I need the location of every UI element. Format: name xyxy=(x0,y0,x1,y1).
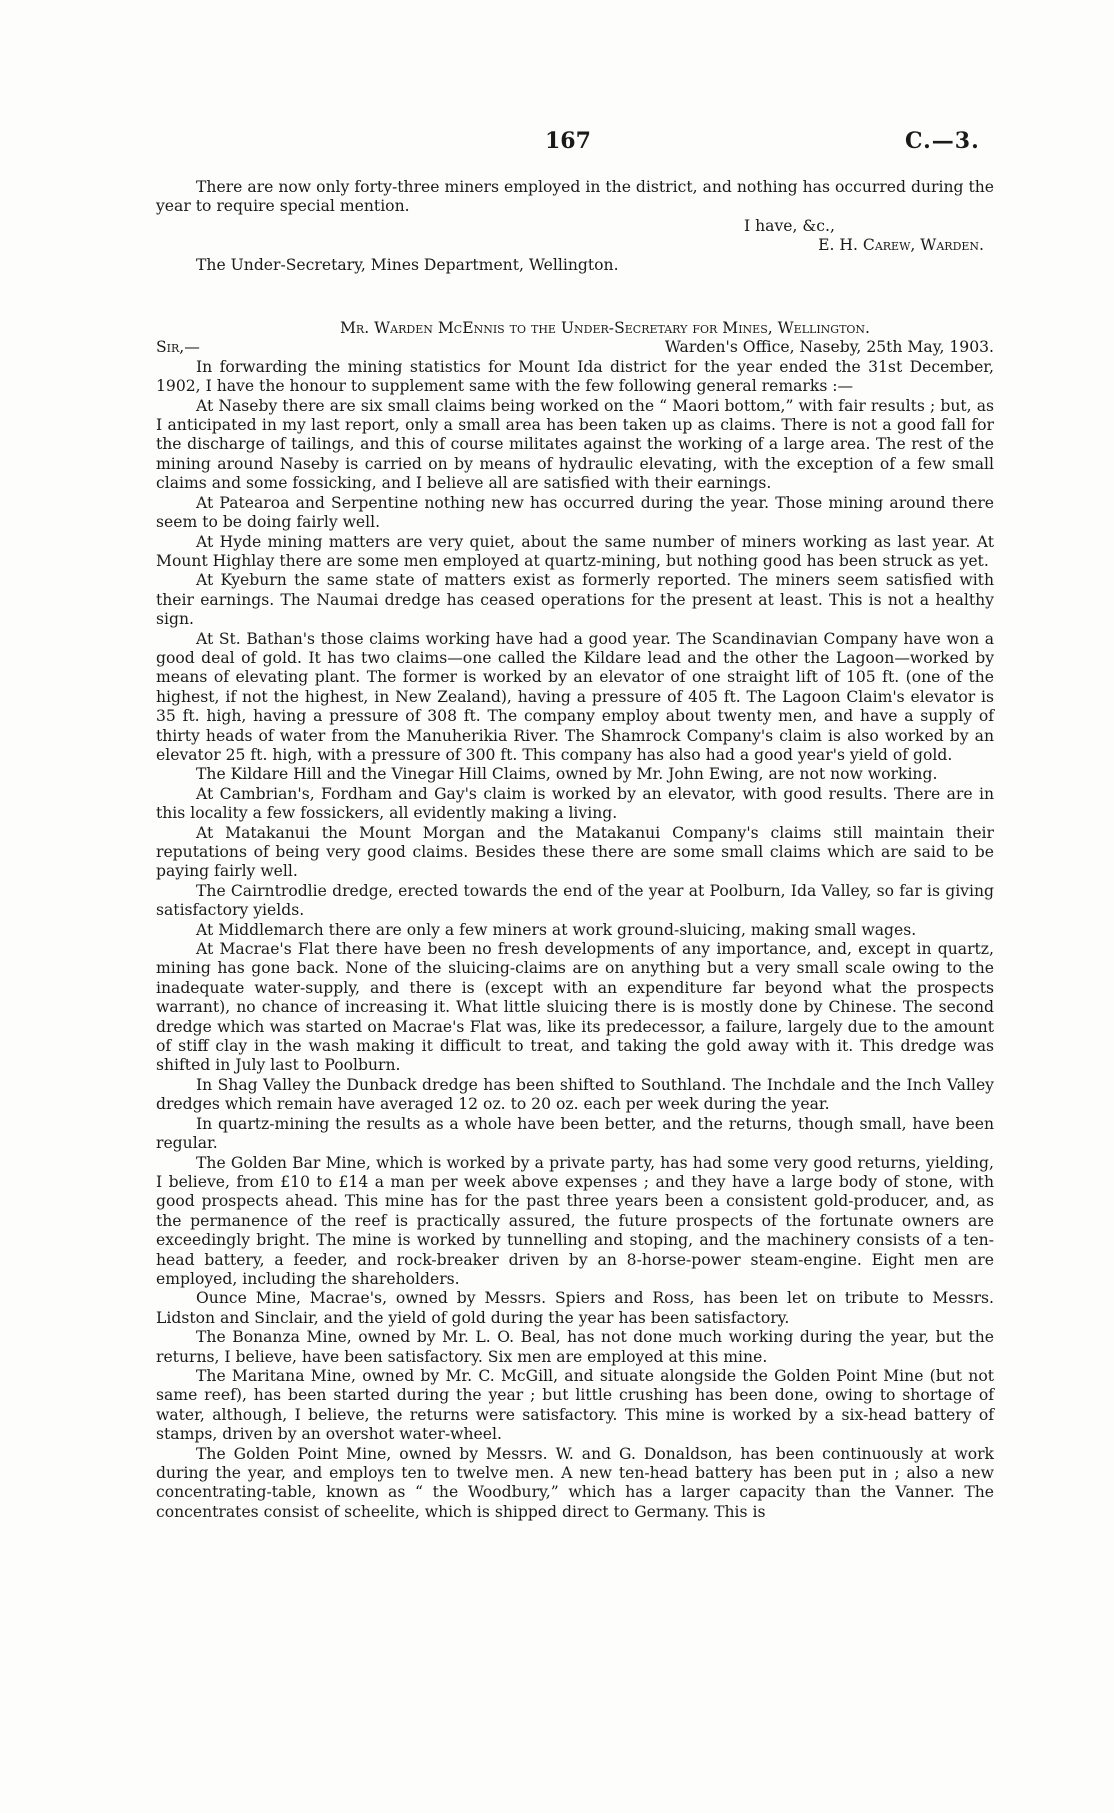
page-body xyxy=(156,178,994,1522)
letter2-salutation-row xyxy=(156,338,994,357)
page-number: 167 xyxy=(545,128,591,154)
paragraph: In quartz-mining the results as a whole have been better, and the returns, though small, have been regular. xyxy=(156,1114,994,1153)
paragraph: At Macrae's Flat there have been no fresh developments of any importance, and, except in quartz, mining has gone back. None of the sluicing-claims are on anything but a very small scale owing to the inadequate water-supply, and there is (except with an expenditure far beyond what the prospects warrant), no chance of increasing it. What little sluicing there is is mostly done by Chinese. The second dredge which was started on Macrae's Flat was, like its predecessor, a failure, largely due to the amount of stiff clay in the wash making it difficult to treat, and taking the gold away with it. This dredge was shifted in July last to Poolburn. xyxy=(156,940,994,1075)
paragraph: At Middlemarch there are only a few miners at work ground-sluicing, making small wages. xyxy=(196,920,917,939)
letter1-closing-row xyxy=(156,217,994,236)
page-header xyxy=(0,128,1114,158)
paragraph: The Golden Point Mine, owned by Messrs. W. and G. Donaldson, has been continuously at work during the year, and employs ten to twelve men. A new ten-head battery has been put in ; also a new concentrating-table, known as “ the Woodbury,” which has a larger capacity than the Vanner. The concentrates consist of scheelite, which is shipped direct to Germany. This is xyxy=(156,1444,994,1521)
letter1-addressee: The Under-Secretary, Mines Department, Wellington. xyxy=(196,255,619,274)
letter2-heading: Mr. Warden McEnnis to the Under-Secretary for Mines, Wellington. xyxy=(339,319,871,338)
paragraph: The Golden Bar Mine, which is worked by a private party, has had some very good returns, yielding, I believe, from £10 to £14 a man per week above expenses ; and they have a large body of stone, with good prospects ahead. This mine has for the past three years been a consistent gold-producer, and, as the permanence of the reef is practically assured, the future prospects of the fortunate owners are exceedingly bright. The mine is worked by tunnelling and stoping, and the machinery consists of a ten-head battery, a feeder, and rock-breaker driven by an 8-horse-power steam-engine. Eight men are employed, including the shareholders. xyxy=(156,1153,994,1288)
paragraph: In Shag Valley the Dunback dredge has been shifted to Southland. The Inchdale and the Inch Valley dredges which remain have averaged 12 oz. to 20 oz. each per week during the year. xyxy=(156,1075,994,1114)
paragraph: The Bonanza Mine, owned by Mr. L. O. Beal, has not done much working during the year, but the returns, I believe, have been satisfactory. Six men are employed at this mine. xyxy=(156,1328,994,1366)
paragraph: At Naseby there are six small claims being worked on the “ Maori bottom,” with fair results ; but, as I anticipated in my last report, only a small area has been taken up as claims. There is not a good fall for the discharge of tailings, and this of course militates against the working of a large area. The rest of the mining around Naseby is carried on by means of hydraulic elevating, with the exception of a few small claims and some fossicking, and I believe all are satisfied with their earnings. xyxy=(156,396,994,493)
series-code: C.—3. xyxy=(905,128,980,154)
paragraph: At Cambrian's, Fordham and Gay's claim is worked by an elevator, with good results. There are in this locality a few fossickers, all evidently making a living. xyxy=(156,784,994,823)
paragraph: Ounce Mine, Macrae's, owned by Messrs. Spiers and Ross, has been let on tribute to Messrs. Lidston and Sinclair, and the yield of gold during the year has been satisfactory. xyxy=(156,1289,994,1327)
paragraph: At Kyeburn the same state of matters exist as formerly reported. The miners seem satisfied with their earnings. The Naumai dredge has ceased operations for the present at least. This is not a healthy sign. xyxy=(156,571,994,629)
paragraph: At St. Bathan's those claims working have had a good year. The Scandinavian Company have won a good deal of gold. It has two claims—one called the Kildare lead and the other the Lagoon—worked by means of elevating plant. The former is worked by an elevator of one straight lift of 105 ft. (one of the highest, if not the highest, in New Zealand), having a pressure of 405 ft. The Lagoon Claim's elevator is 35 ft. high, having a pressure of 308 ft. The company employ about twenty men, and have a supply of thirty heads of water from the Manuherikia River. The Shamrock Company's claim is also worked by an elevator 25 ft. high, with a pressure of 300 ft. This company has also had a good year's yield of gold. xyxy=(156,629,994,764)
letter2-dateline: Warden's Office, Naseby, 25th May, 1903. xyxy=(664,338,994,357)
letter1-closing: I have, &c., xyxy=(744,216,835,235)
paragraph: At Patearoa and Serpentine nothing new has occurred during the year. Those mining around there seem to be doing fairly well. xyxy=(156,493,994,532)
paragraph: The Kildare Hill and the Vinegar Hill Claims, owned by Mr. John Ewing, are not now working. xyxy=(196,765,938,784)
letter2-salutation: Sir,— xyxy=(156,338,200,357)
paragraph: The Cairntrodlie dredge, erected towards the end of the year at Poolburn, Ida Valley, so far is giving satisfactory yields. xyxy=(156,881,994,920)
paragraph: In forwarding the mining statistics for Mount Ida district for the year ended the 31st December, 1902, I have the honour to supplement same with the few following general remarks :— xyxy=(156,357,994,396)
letter1-signature: E. H. Carew, Warden. xyxy=(818,236,984,255)
paragraph: At Hyde mining matters are very quiet, about the same number of miners working as last year. At Mount Highlay there are some men employed at quartz-mining, but nothing good has been struck as yet. xyxy=(156,532,994,570)
paragraph: The Maritana Mine, owned by Mr. C. McGill, and situate alongside the Golden Point Mine (but not same reef), has been started during the year ; but little crushing has been done, owing to shortage of water, although, I believe, the returns were satisfactory. This mine is worked by a six-head battery of stamps, driven by an overshot water-wheel. xyxy=(156,1366,994,1444)
paragraph: At Matakanui the Mount Morgan and the Matakanui Company's claims still maintain their reputations of being very good claims. Besides these there are some small claims which are said to be paying fairly well. xyxy=(156,823,994,881)
letter1-text: There are now only forty-three miners employed in the district, and nothing has occurred during the year to require special mention. xyxy=(156,178,994,216)
